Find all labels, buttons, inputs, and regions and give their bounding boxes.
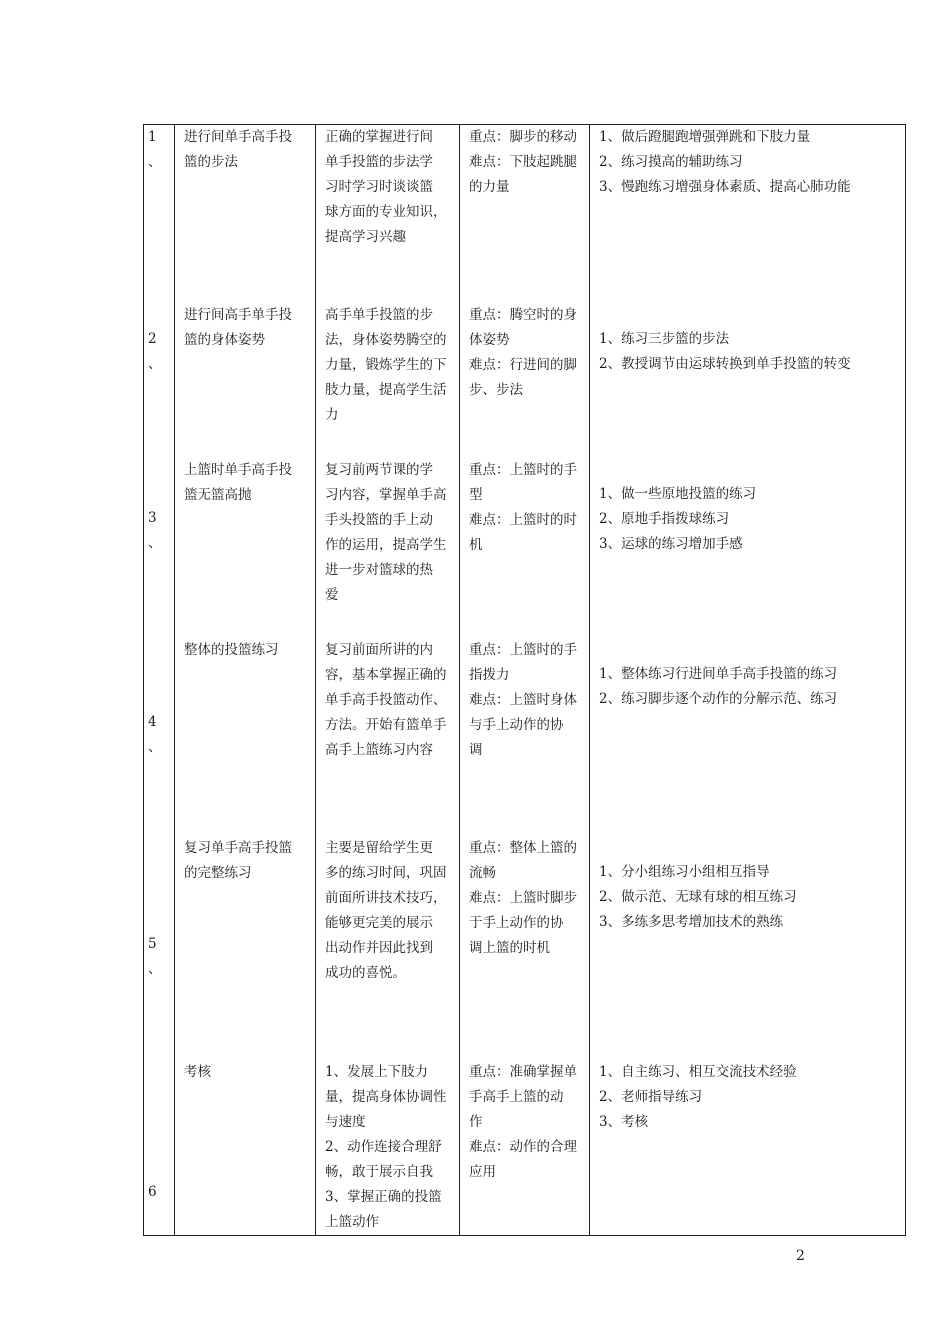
key-points-line: 重点：上篮时的手 [469,461,577,478]
topic-cell [175,608,316,806]
method-line: 2、练习脚步逐个动作的分解示范、练习 [599,690,838,707]
goal-line: 量，提高身体协调性 [325,1088,447,1105]
key-points-line: 难点：动作的合理 [469,1138,577,1155]
row-number-cell [144,608,175,806]
goal-line: 复习前两节课的学 [325,461,433,478]
key-points-line: 难点：行进间的脚 [469,356,577,373]
row-number-cell [144,806,175,1030]
key-points-line: 重点：腾空时的身 [469,306,577,323]
method-line: 2、原地手指拨球练习 [599,510,730,527]
topic-line: 篮无篮高抛 [184,486,252,503]
method-line: 1、整体练习行进间单手高手投篮的练习 [599,665,838,682]
key-points-cell [460,125,590,273]
key-points-line: 型 [469,486,483,503]
method-cell [590,428,906,608]
row-number-separator: 、 [148,355,162,372]
table-row [144,806,906,1030]
method-line: 1、练习三步篮的步法 [599,330,730,347]
row-number: 1 [148,129,157,145]
topic-line: 篮的身体姿势 [184,331,265,348]
goal-line: 作的运用，提高学生 [325,536,447,553]
table-row [144,273,906,428]
key-points-line: 重点：脚步的移动 [469,129,577,145]
goal-line: 进一步对篮球的热 [325,561,433,578]
method-line: 2、练习摸高的辅助练习 [599,154,743,170]
key-points-line: 难点：上篮时的时 [469,511,577,528]
method-line: 2、老师指导练习 [599,1088,703,1105]
topic-line: 进行间高手单手投 [184,306,292,323]
key-points-line: 重点：整体上篮的 [469,839,577,856]
goal-cell [316,125,460,273]
key-points-cell [460,806,590,1030]
goal-line: 提高学习兴趣 [325,229,406,245]
table-row [144,428,906,608]
goal-line: 容，基本掌握正确的 [325,666,447,683]
table-row [144,608,906,806]
goal-line: 前面所讲技术技巧， [325,889,447,906]
method-line: 3、考核 [599,1113,649,1130]
goal-line: 力量，锻炼学生的下 [325,356,447,373]
key-points-line: 指拨力 [469,666,510,683]
goal-line: 手头投篮的手上动 [325,511,433,528]
key-points-line: 难点：上篮时脚步 [469,889,577,906]
topic-line: 整体的投篮练习 [184,641,279,658]
topic-line: 复习单手高手投篮 [184,839,292,856]
topic-line: 的完整练习 [184,864,252,881]
page-number: 2 [796,1248,805,1264]
row-number: 2 [148,330,157,347]
method-cell [590,273,906,428]
goal-line: 正确的掌握进行间 [325,129,433,145]
goal-line: 习时学习时谈谈篮 [325,179,433,195]
method-line: 3、多练多思考增加技术的熟练 [599,913,784,930]
goal-line: 球方面的专业知识， [325,204,447,220]
key-points-line: 调 [469,741,483,758]
method-line: 3、运球的练习增加手感 [599,535,743,552]
goal-line: 与速度 [325,1113,366,1130]
goal-line: 3、掌握正确的投篮 [325,1188,442,1205]
method-cell [590,125,906,273]
row-number: 6 [148,1183,157,1200]
goal-line: 方法。开始有篮单手 [325,716,447,733]
goal-line: 成功的喜悦。 [325,964,406,981]
key-points-cell [460,608,590,806]
goal-line: 高手单手投篮的步 [325,306,433,323]
goal-line: 肢力量，提高学生活 [325,381,447,398]
key-points-line: 难点：下肢起跳腿 [469,154,577,170]
lesson-plan-table [143,124,906,1236]
key-points-line: 作 [469,1113,483,1130]
row-number-cell [144,125,175,273]
method-cell [590,608,906,806]
row-number: 3 [148,509,157,526]
goal-line: 法，身体姿势腾空的 [325,331,447,348]
method-line: 2、做示范、无球有球的相互练习 [599,888,797,905]
method-cell [590,806,906,1030]
key-points-line: 与手上动作的协 [469,716,564,733]
table-row [144,125,906,273]
method-line: 1、做后蹬腿跑增强弹跳和下肢力量 [599,129,811,145]
topic-cell [175,1030,316,1236]
key-points-line: 步、步法 [469,381,523,398]
goal-cell [316,273,460,428]
key-points-line: 重点：上篮时的手 [469,641,577,658]
key-points-cell [460,1030,590,1236]
goal-line: 畅，敢于展示自我 [325,1163,433,1180]
goal-line: 习内容，掌握单手高 [325,486,447,503]
row-number: 5 [148,935,157,952]
goal-line: 多的练习时间，巩固 [325,864,447,881]
row-number-separator: 、 [148,738,162,755]
topic-cell [175,125,316,273]
goal-line: 爱 [325,586,339,603]
goal-line: 2、动作连接合理舒 [325,1138,442,1155]
row-number-separator: 、 [148,534,162,551]
goal-cell [316,608,460,806]
method-line: 1、分小组练习小组相互指导 [599,863,770,880]
key-points-line: 应用 [469,1163,496,1180]
goal-line: 主要是留给学生更 [325,839,433,856]
goal-cell [316,1030,460,1236]
method-line: 3、慢跑练习增强身体素质、提高心肺功能 [599,179,851,195]
row-number-cell [144,273,175,428]
topic-line: 篮的步法 [184,154,238,170]
method-line: 2、教授调节由运球转换到单手投篮的转变 [599,355,851,372]
row-number-separator: 、 [148,154,162,170]
key-points-line: 于手上动作的协 [469,914,564,931]
key-points-line: 手高手上篮的动 [469,1088,564,1105]
method-cell [590,1030,906,1236]
key-points-line: 机 [469,536,483,553]
row-number: 4 [148,713,157,730]
row-number-separator: 、 [148,960,162,977]
goal-line: 单手投篮的步法学 [325,154,433,170]
key-points-line: 难点：上篮时身体 [469,691,577,708]
row-number-cell [144,428,175,608]
topic-line: 上篮时单手高手投 [184,461,292,478]
topic-cell [175,806,316,1030]
goal-line: 高手上篮练习内容 [325,741,433,758]
goal-line: 力 [325,406,339,423]
key-points-line: 体姿势 [469,331,510,348]
row-number-cell [144,1030,175,1236]
goal-line: 1、发展上下肢力 [325,1063,429,1080]
goal-line: 上篮动作 [325,1213,379,1230]
key-points-cell [460,273,590,428]
key-points-line: 调上篮的时机 [469,939,550,956]
table-row [144,1030,906,1236]
topic-cell [175,273,316,428]
goal-cell [316,806,460,1030]
topic-cell [175,428,316,608]
goal-line: 出动作并因此找到 [325,939,433,956]
method-line: 1、自主练习、相互交流技术经验 [599,1063,797,1080]
key-points-cell [460,428,590,608]
key-points-line: 流畅 [469,864,496,881]
topic-line: 考核 [184,1063,211,1080]
goal-line: 单手高手投篮动作、 [325,691,447,708]
goal-line: 复习前面所讲的内 [325,641,433,658]
key-points-line: 的力量 [469,179,510,195]
key-points-line: 重点：准确掌握单 [469,1063,577,1080]
goal-line: 能够更完美的展示 [325,914,433,931]
goal-cell [316,428,460,608]
method-line: 1、做一些原地投篮的练习 [599,485,757,502]
topic-line: 进行间单手高手投 [184,129,292,145]
